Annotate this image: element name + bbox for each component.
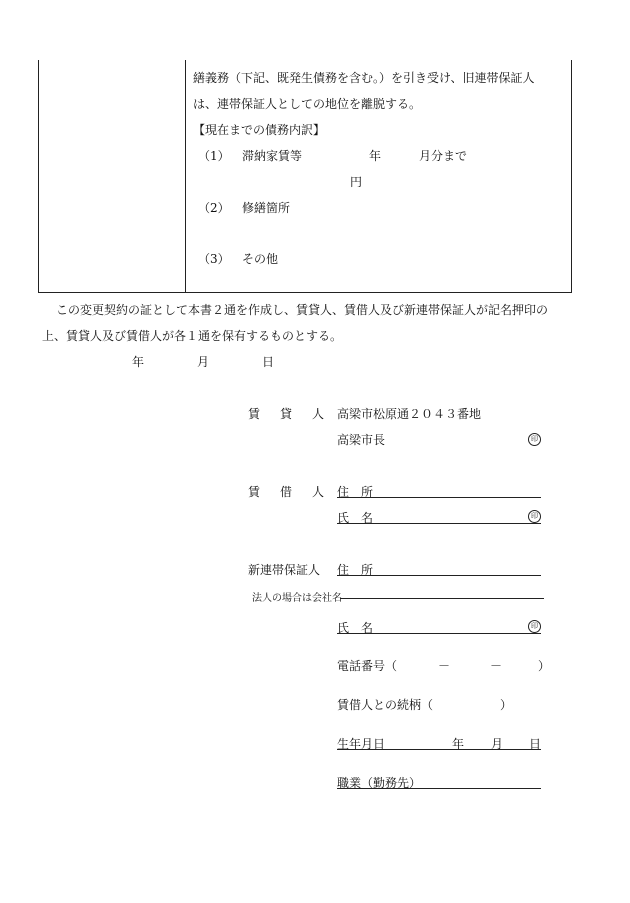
guarantor-job-underline <box>337 788 541 789</box>
guarantor-job-label: 職業（勤務先） <box>337 776 422 790</box>
guarantor-name-underline <box>337 633 541 634</box>
lessee-address-label: 住 所 <box>337 485 374 499</box>
guarantor-phone-dash-2: － <box>490 659 503 673</box>
guarantor-corp-note: 法人の場合は会社名 <box>252 593 342 604</box>
guarantor-birth-year: 年 <box>452 737 465 751</box>
table-column-divider <box>185 60 186 292</box>
item3-label: その他 <box>242 252 279 266</box>
lessee-role-char-2: 借 <box>280 485 293 499</box>
item1-label: 滞納家賃等 <box>242 149 303 163</box>
table-left-border <box>38 60 39 292</box>
guarantor-seal-icon: 印 <box>528 620 541 633</box>
item2-number: （2） <box>198 201 230 215</box>
guarantor-birth-label: 生年月日 <box>337 737 386 751</box>
breakdown-title: 【現在までの債務内訳】 <box>193 123 326 137</box>
lessee-role-char-3: 人 <box>312 485 325 499</box>
guarantor-phone-label: 電話番号（ <box>337 659 398 673</box>
lessor-role-char-1: 賃 <box>248 407 261 421</box>
date-year: 年 <box>132 355 145 369</box>
guarantor-phone-dash-1: － <box>438 659 451 673</box>
guarantor-phone-close: ） <box>538 659 551 673</box>
guarantor-role: 新連帯保証人 <box>248 563 321 577</box>
guarantor-birth-day: 日 <box>529 737 542 751</box>
lessor-role-char-2: 貸 <box>280 407 293 421</box>
guarantor-corp-underline <box>340 598 544 599</box>
table-text-line-1: 繕義務（下記、既発生債務を含む。）を引き受け、旧連帯保証人 <box>193 71 535 85</box>
guarantor-name-label: 氏 名 <box>337 621 374 635</box>
lessee-role-char-1: 賃 <box>248 485 261 499</box>
guarantor-address-label: 住 所 <box>337 563 374 577</box>
guarantor-birth-month: 月 <box>491 737 504 751</box>
table-bottom-border <box>38 292 572 293</box>
lessee-address-underline <box>337 497 541 498</box>
lessee-name-label: 氏 名 <box>337 511 374 525</box>
contract-paragraph-line-2: 上、賃貸人及び賃借人が各１通を保有するものとする。 <box>42 329 343 343</box>
lessor-name: 高梁市長 <box>337 433 386 447</box>
item3-number: （3） <box>198 252 230 266</box>
guarantor-address-underline <box>337 575 541 576</box>
lessee-name-underline <box>337 523 541 524</box>
guarantor-relation-label: 賃借人との続柄（ <box>337 698 434 712</box>
table-right-border <box>571 60 572 292</box>
lessee-seal-icon: 印 <box>528 510 541 523</box>
item1-year: 年 <box>369 149 382 163</box>
guarantor-birth-underline <box>337 749 541 750</box>
lessor-seal-icon: 印 <box>528 433 541 446</box>
item1-yen: 円 <box>350 175 363 189</box>
table-text-line-2: は、連帯保証人としての地位を離脱する。 <box>193 97 422 111</box>
date-day: 日 <box>262 355 275 369</box>
item1-number: （1） <box>198 149 230 163</box>
contract-paragraph-line-1: この変更契約の証として本書２通を作成し、賃貸人、賃借人及び新連帯保証人が記名押印の <box>56 303 549 317</box>
item1-month-until: 月分まで <box>419 149 468 163</box>
lessor-role-char-3: 人 <box>312 407 325 421</box>
item2-label: 修繕箇所 <box>242 201 291 215</box>
lessor-address: 高梁市松原通２０４３番地 <box>337 407 482 421</box>
guarantor-relation-close: ） <box>500 698 513 712</box>
date-month: 月 <box>197 355 210 369</box>
